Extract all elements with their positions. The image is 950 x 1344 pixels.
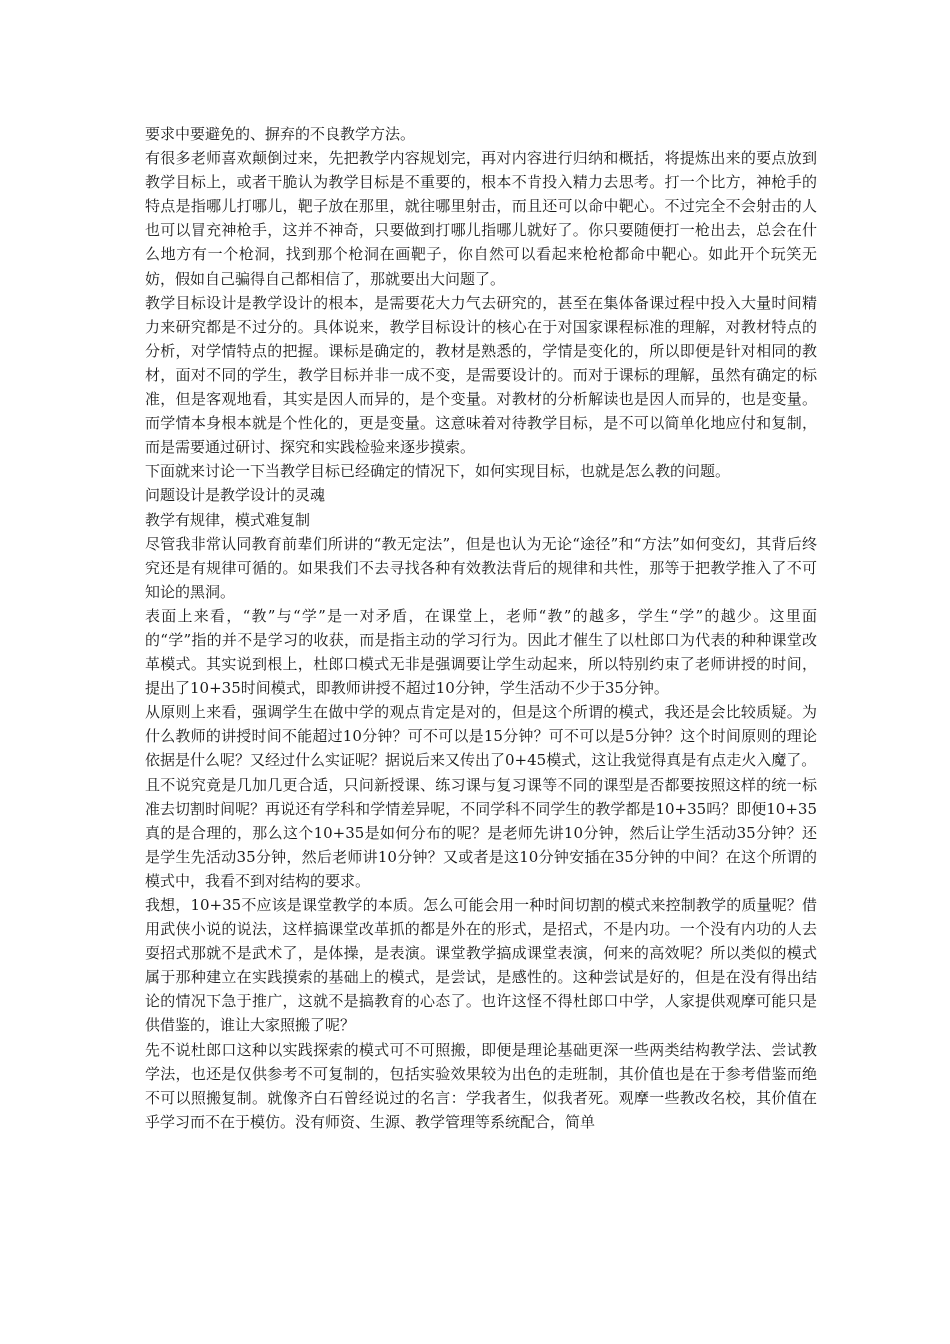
document-page (145, 122, 817, 1134)
paragraph: 教学目标设计是教学设计的根本，是需要花大力气去研究的，甚至在集体备课过程中投入大量时间精力来研究都是不过分的。具体说来，教学目标设计的核心在于对国家课程标准的理解，对教材特点的分析，对学情特点的把握。课标是确定的，教材是熟悉的，学情是变化的，所以即便是针对相同的教材，面对不同的学生，教学目标并非一成不变，是需要设计的。而对于课标的理解，虽然有确定的标准，但是客观地看，其实是因人而异的，是个变量。对教材的分析解读也是因人而异的，也是变量。而学情本身根本就是个性化的，更是变量。这意味着对待教学目标，是不可以简单化地应付和复制，而是需要通过研讨、探究和实践检验来逐步摸索。 (145, 293, 817, 457)
paragraph: 要求中要避免的、摒弃的不良教学方法。 (145, 125, 416, 143)
paragraph: 我想，10+35不应该是课堂教学的本质。怎么可能会用一种时间切割的模式来控制教学的质量呢？借用武侠小说的说法，这样搞课堂改革抓的都是外在的形式，是招式，不是内功。一个没有内功的人去耍招式那就不是武术了，是体操，是表演。课堂教学搞成课堂表演，何来的高效呢？所以类似的模式属于那种建立在实践摸索的基础上的模式，是尝试，是感性的。这种尝试是好的，但是在没有得出结论的情况下急于推广，这就不是搞教育的心态了。也许这怪不得杜郎口中学，人家提供观摩可能只是供借鉴的，谁让大家照搬了呢？ (145, 896, 817, 1035)
subsection-heading: 教学有规律，模式难复制 (145, 510, 311, 529)
paragraph: 表面上来看，“教”与“学”是一对矛盾，在课堂上，老师“教”的越多，学生“学”的越少。这里面的“学”指的并不是学习的收获，而是指主动的学习行为。因此才催生了以杜郎口为代表的种种课堂改革模式。其实说到根上，杜郎口模式无非是强调要让学生动起来，所以特别约束了老师讲授的时间，提出了10+35时间模式，即教师讲授不超过10分钟，学生活动不少于35分钟。 (145, 606, 817, 698)
section-heading: 问题设计是教学设计的灵魂 (145, 486, 326, 505)
paragraph: 尽管我非常认同教育前辈们所讲的“教无定法”，但是也认为无论“途径”和“方法”如何变幻，其背后终究还是有规律可循的。如果我们不去寻找各种有效教法背后的规律和共性，那等于把教学推入了不可知论的黑洞。 (145, 534, 817, 601)
paragraph: 从原则上来看，强调学生在做中学的观点肯定是对的，但是这个所谓的模式，我还是会比较质疑。为什么教师的讲授时间不能超过10分钟？可不可以是15分钟？可不可以是5分钟？这个时间原则的理论依据是什么呢？又经过什么实证呢？据说后来又传出了0+45模式，这让我觉得真是有点走火入魔了。 (145, 703, 817, 770)
paragraph: 先不说杜郎口这种以实践探索的模式可不可照搬，即便是理论基础更深一些两类结构教学法、尝试教学法，也还是仅供参考不可复制的，包括实验效果较为出色的走班制，其价值也是在于参考借鉴而绝不可以照搬复制。就像齐白石曾经说过的名言：学我者生，似我者死。观摩一些教改名校，其价值在乎学习而不在于模仿。没有师资、生源、教学管理等系统配合，简单 (145, 1040, 817, 1131)
paragraph: 且不说究竟是几加几更合适，只问新授课、练习课与复习课等不同的课型是否都要按照这样的统一标准去切割时间呢？再说还有学科和学情差异呢，不同学科不同学生的教学都是10+35吗？即便10+35真的是合理的，那么这个10+35是如何分布的呢？是老师先讲10分钟，然后让学生活动35分钟？还是学生先活动35分钟，然后老师讲10分钟？又或者是这10分钟安插在35分钟的中间？在这个所谓的模式中，我看不到对结构的要求。 (145, 775, 817, 890)
paragraph: 下面就来讨论一下当教学目标已经确定的情况下，如何实现目标，也就是怎么教的问题。 (145, 462, 731, 481)
paragraph: 有很多老师喜欢颠倒过来，先把教学内容规划完，再对内容进行归纳和概括，将提炼出来的要点放到教学目标上，或者干脆认为教学目标是不重要的，根本不肯投入精力去思考。打一个比方，神枪手的特点是指哪儿打哪儿，靶子放在那里，就往哪里射击，而且还可以命中靶心。不过完全不会射击的人也可以冒充神枪手，这并不神奇，只要做到打哪儿指哪儿就好了。你只要随便打一枪出去，总会在什么地方有一个枪洞，找到那个枪洞在画靶子，你自然可以看起来枪枪都命中靶心。如此开个玩笑无妨，假如自己骗得自己都相信了，那就要出大问题了。 (145, 149, 817, 288)
